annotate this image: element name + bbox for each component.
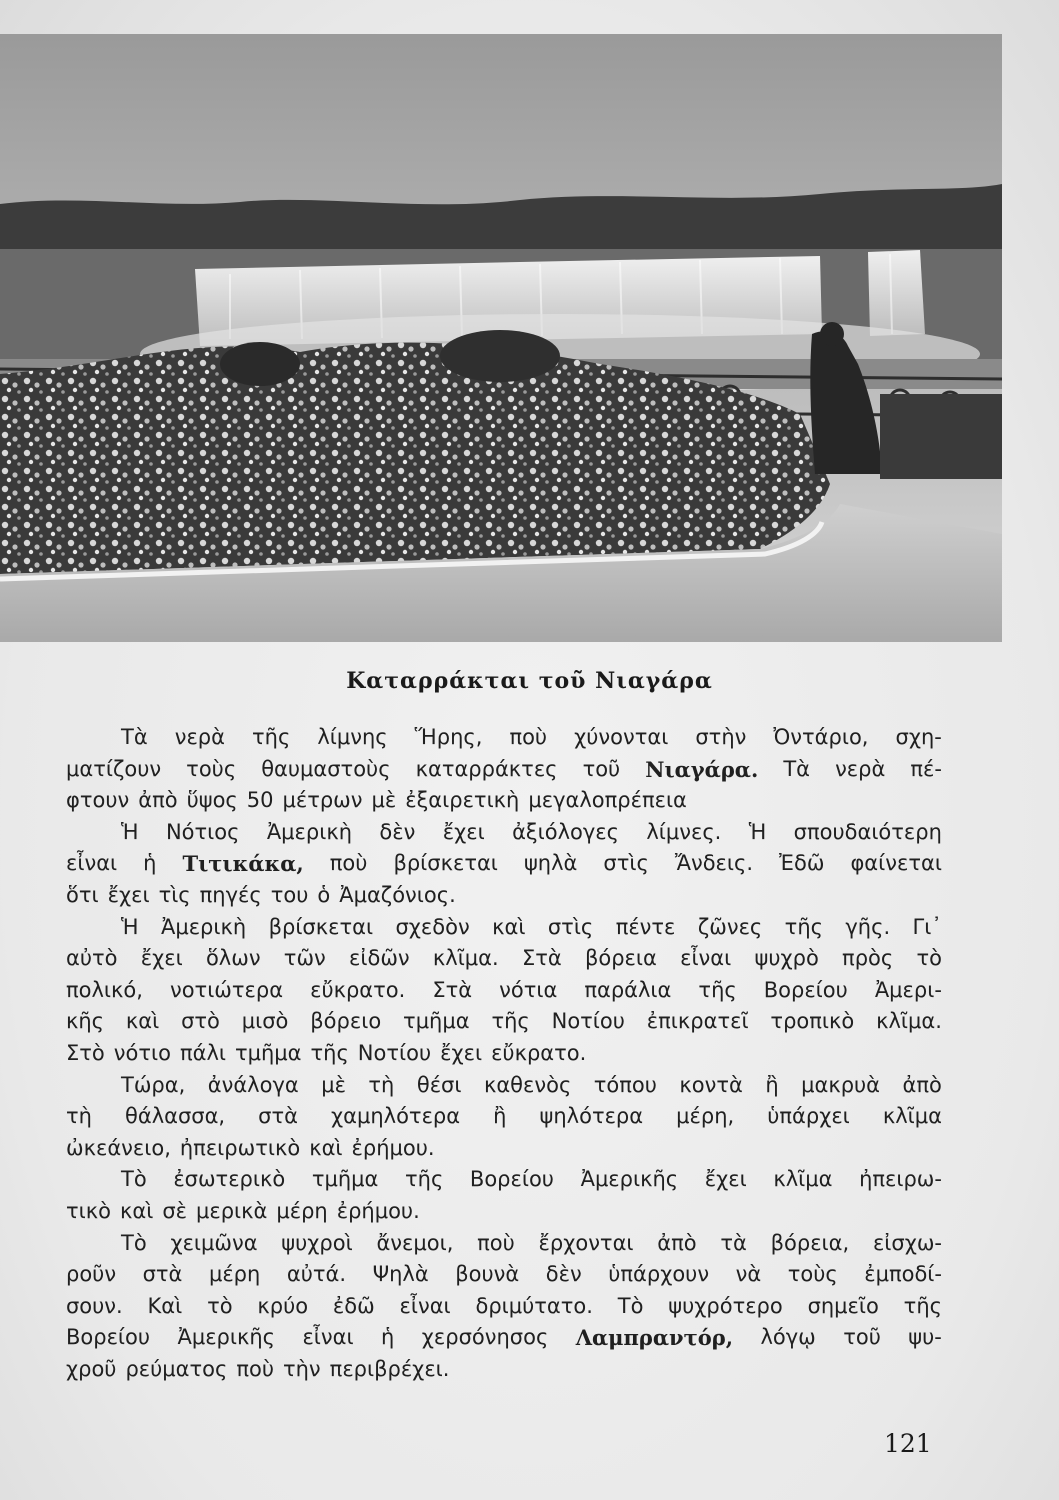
word: τῆς <box>784 914 823 939</box>
word: ματίζουν <box>66 756 162 781</box>
word: νοτιώτερα <box>169 977 284 1002</box>
word: ὑπάρχουν <box>608 1262 710 1287</box>
word: ἠπειρω- <box>859 1167 942 1192</box>
word: τὴν <box>282 1356 321 1381</box>
word: τῆς <box>903 1293 942 1318</box>
word: μερικὰ <box>195 1198 268 1223</box>
text-line <box>66 722 942 754</box>
word: ἀπὸ <box>138 788 178 813</box>
word: πρὸς <box>842 946 894 971</box>
word: Στὰ <box>521 946 562 971</box>
word: δὲν <box>545 1262 582 1287</box>
word: στὰ <box>258 1104 298 1129</box>
word: τοῦ <box>582 756 621 781</box>
word: Ἀμερικῆς <box>580 1167 679 1192</box>
word: χροῦ <box>66 1356 117 1381</box>
word: χαμηλότερα <box>331 1104 461 1129</box>
word: βρίσκεται <box>268 914 374 939</box>
word: κοντὰ <box>679 1072 743 1097</box>
text-line <box>66 1101 942 1133</box>
word: σὲ <box>162 1198 187 1223</box>
word: ποὺ <box>509 725 548 749</box>
word: στὶς <box>603 851 649 876</box>
word: Τὸ <box>121 1167 147 1192</box>
word: τοὺς <box>787 1262 838 1287</box>
word: ἀπὸ <box>902 1072 942 1097</box>
word: τῆς <box>310 1040 349 1065</box>
word: λίμνης <box>317 725 388 749</box>
word: Βορείου <box>66 1325 151 1350</box>
word: καὶ <box>309 1135 343 1160</box>
word: κλῖμα. <box>876 1009 942 1034</box>
bold-word: Τιτικάκα, <box>182 851 304 877</box>
word: καὶ <box>492 914 526 939</box>
word: ἔχει <box>440 1040 483 1065</box>
word: Τὸ <box>617 1293 644 1318</box>
word: ἐδῶ <box>332 1293 375 1318</box>
word: τὸ <box>207 1293 233 1318</box>
word: ἔχει <box>107 882 150 907</box>
word: κρύο <box>257 1293 309 1318</box>
word: Τὸ <box>121 1230 147 1255</box>
word: τῆς <box>491 1009 530 1034</box>
word: ψηλὰ <box>523 851 578 876</box>
text-line <box>66 785 942 817</box>
word: ἔρχονται <box>538 1230 634 1255</box>
word: τῆς <box>698 977 737 1002</box>
niagara-falls-photo <box>0 34 1002 642</box>
word: στὰ <box>142 1262 183 1287</box>
word: χειμῶνα <box>170 1230 258 1255</box>
word: ποὺ <box>477 1230 515 1255</box>
word: ἐρήμου. <box>351 1135 435 1160</box>
word: ἔχει <box>140 946 183 971</box>
word: Τώρα, <box>121 1072 186 1097</box>
word: τῆς <box>405 1167 444 1192</box>
page-number: 121 <box>884 1429 932 1458</box>
word: θάλασσα, <box>125 1104 226 1129</box>
word: Ἡ <box>748 819 767 844</box>
word: θαυμαστοὺς <box>261 756 391 781</box>
word: νότιο <box>113 1040 171 1065</box>
word: τῆς <box>252 725 291 749</box>
word: κλῖμα <box>773 1167 833 1192</box>
word: ποὺ <box>329 851 368 876</box>
word: βόρεια <box>584 946 657 971</box>
word: εἶναι <box>66 851 118 876</box>
word: πέντε <box>615 914 676 939</box>
bold-word: Λαμπραντόρ, <box>575 1325 734 1351</box>
word: ἀνάλογα <box>207 1072 299 1097</box>
word: βουνὰ <box>455 1262 520 1287</box>
text-line <box>66 1164 942 1196</box>
word: αὐτά. <box>286 1262 347 1287</box>
word: εἰσχω- <box>872 1230 942 1255</box>
word: τὴ <box>66 1104 92 1129</box>
word: στὶς <box>547 914 594 939</box>
text-line <box>66 1133 942 1165</box>
bold-word: Νιαγάρα. <box>645 756 759 782</box>
word: Τὰ <box>121 725 148 749</box>
word: Ψηλὰ <box>372 1262 429 1287</box>
text-line <box>66 1038 942 1070</box>
word: Γι᾽ <box>912 914 942 939</box>
text-line <box>66 848 942 880</box>
word: Ὀντάριο, <box>773 725 869 749</box>
word: ὕψος <box>186 788 238 813</box>
word: κλῖμα. <box>432 946 499 971</box>
word: εὔκρατο. <box>310 977 406 1002</box>
word: μέρη <box>208 1262 261 1287</box>
text-line <box>66 817 942 849</box>
word: μεγαλοπρέπεια <box>528 788 687 813</box>
word: Νοτίου <box>357 1040 432 1065</box>
word: μέτρων <box>282 788 363 813</box>
word: ἔχει <box>704 1167 747 1192</box>
word: νότια <box>499 977 558 1002</box>
word: Νοτίου <box>551 1009 625 1034</box>
word: Ἡ <box>121 914 139 939</box>
word: εἶναι <box>302 1325 354 1350</box>
word: σημεῖο <box>807 1293 879 1318</box>
text-line <box>66 1354 942 1386</box>
word: βόρειο <box>310 1009 382 1034</box>
word: ἐπικρατεῖ <box>646 1009 749 1034</box>
word: ροῦν <box>66 1262 117 1287</box>
word: εἰδῶν <box>349 946 410 971</box>
text-line <box>66 975 942 1007</box>
word: μακρυὰ <box>801 1072 881 1097</box>
word: τὴ <box>368 1072 395 1097</box>
word: χερσόνησος <box>421 1325 549 1350</box>
word: λόγῳ <box>760 1325 816 1350</box>
word: μὲ <box>321 1072 346 1097</box>
word: πολικό, <box>66 977 143 1002</box>
word: φτουν <box>66 788 130 813</box>
text-line <box>66 1196 942 1228</box>
word: καὶ <box>125 1009 160 1034</box>
word: μέρη <box>276 1198 328 1223</box>
word: σουν. <box>66 1293 123 1318</box>
word: τὶς <box>158 882 191 907</box>
word: τμῆμα <box>234 1040 302 1065</box>
word: πέ- <box>910 756 942 781</box>
body-text <box>66 722 942 1385</box>
word: νερὰ <box>174 725 225 749</box>
text-line <box>66 1006 942 1038</box>
word: νερὰ <box>835 756 886 781</box>
word: ρεύματος <box>125 1356 228 1381</box>
word: κῆς <box>66 1009 105 1034</box>
word: ὑπάρχει <box>767 1104 850 1129</box>
word: ὅλων <box>205 946 261 971</box>
word: ἐμποδί- <box>864 1262 942 1287</box>
word: στὴν <box>695 725 747 749</box>
word: κλῖμα <box>882 1104 942 1129</box>
word: φαίνεται <box>850 851 942 876</box>
word: τοὺς <box>186 756 237 781</box>
text-line <box>66 1259 942 1291</box>
word: βρίσκεται <box>393 851 498 876</box>
word: θέσι <box>416 1072 462 1097</box>
word: καὶ <box>119 1198 154 1223</box>
word: εὔκρατο. <box>491 1040 587 1065</box>
word: ἐσωτερικὸ <box>173 1167 286 1192</box>
word: χύνονται <box>574 725 669 749</box>
word: μὲ <box>371 788 397 813</box>
word: Ἀμερικὴ <box>266 819 353 844</box>
word: Ἀμερικῆς <box>177 1325 276 1350</box>
text-line <box>66 1291 942 1323</box>
word: Καὶ <box>147 1293 183 1318</box>
word: τὸ <box>916 946 942 971</box>
text-line <box>66 1322 942 1354</box>
word: δριμύτατο. <box>475 1293 593 1318</box>
word: εἶναι <box>680 946 732 971</box>
word: Βορείου <box>469 1167 554 1192</box>
word: ἡ <box>143 851 157 876</box>
word: σπουδαιότερη <box>793 819 942 844</box>
text-line <box>66 754 942 786</box>
word: 50 <box>246 788 274 813</box>
word: ἐξαιρετικὴ <box>405 788 520 813</box>
word: Ἡ <box>121 819 139 844</box>
word: Στὸ <box>66 1040 105 1065</box>
word: Ἄνδεις. <box>674 851 754 876</box>
word: τῶν <box>283 946 326 971</box>
word: τμῆμα <box>403 1009 470 1034</box>
word: Τὰ <box>783 756 810 781</box>
word: Στὰ <box>432 977 473 1002</box>
word: τοῦ <box>843 1325 881 1350</box>
word: γῆς. <box>845 914 891 939</box>
word: νὰ <box>735 1262 762 1287</box>
photo-caption: Καταρράκται τοῦ Νιαγάρα <box>346 668 713 694</box>
text-line <box>66 880 942 912</box>
text-line <box>66 912 942 944</box>
word: Νότιος <box>165 819 240 844</box>
word: ζῶνες <box>697 914 763 939</box>
word: παράλια <box>584 977 672 1002</box>
word: Βορείου <box>763 977 848 1002</box>
word: ἢ <box>493 1104 507 1129</box>
word: ψυχροὶ <box>281 1230 353 1255</box>
word: τὰ <box>720 1230 747 1255</box>
word: καθενὸς <box>483 1072 572 1097</box>
word: δὲν <box>379 819 416 844</box>
word: πάλι <box>179 1040 226 1065</box>
word: τόπου <box>593 1072 657 1097</box>
word: ψυ- <box>908 1325 942 1350</box>
word: ὅτι <box>66 882 99 907</box>
word: βόρεια, <box>770 1230 850 1255</box>
word: εἶναι <box>399 1293 451 1318</box>
word: ποὺ <box>236 1356 274 1381</box>
text-line <box>66 943 942 975</box>
word: ἡ <box>381 1325 395 1350</box>
word: καταρράκτες <box>415 756 558 781</box>
text-line <box>66 1070 942 1102</box>
word: Ἐδῶ <box>779 851 825 876</box>
word: πηγές <box>199 882 262 907</box>
word: ἀπὸ <box>657 1230 697 1255</box>
word: ψυχρὸ <box>754 946 819 971</box>
word: στὸ <box>181 1009 220 1034</box>
word: ἐρήμου. <box>336 1198 420 1223</box>
word: Ἥρης, <box>414 725 483 749</box>
text-line <box>66 1228 942 1260</box>
word: Ἀμαζόνιος. <box>339 882 456 907</box>
word: σχεδὸν <box>395 914 470 939</box>
word: ψυχρότερο <box>668 1293 783 1318</box>
word: μισὸ <box>241 1009 289 1034</box>
word: ἔχει <box>442 819 485 844</box>
word: τικὸ <box>66 1198 111 1223</box>
word: σχη- <box>895 725 942 749</box>
word: ὁ <box>317 882 331 907</box>
word: ψηλότερα <box>539 1104 644 1129</box>
word: ἀξιόλογες <box>512 819 619 844</box>
word: ὠκεάνειο, <box>66 1135 171 1160</box>
word: ἄνεμοι, <box>376 1230 454 1255</box>
word: Ἀμερι- <box>874 977 942 1002</box>
word: λίμνες. <box>646 819 722 844</box>
word: τμῆμα <box>311 1167 379 1192</box>
word: ἢ <box>765 1072 779 1097</box>
word: αὐτὸ <box>66 946 118 971</box>
word: του <box>270 882 309 907</box>
word: Ἀμερικὴ <box>160 914 247 939</box>
word: τροπικὸ <box>770 1009 855 1034</box>
word: μέρη, <box>676 1104 735 1129</box>
word: ἠπειρωτικὸ <box>179 1135 301 1160</box>
word: περιβρέχει. <box>329 1356 450 1381</box>
